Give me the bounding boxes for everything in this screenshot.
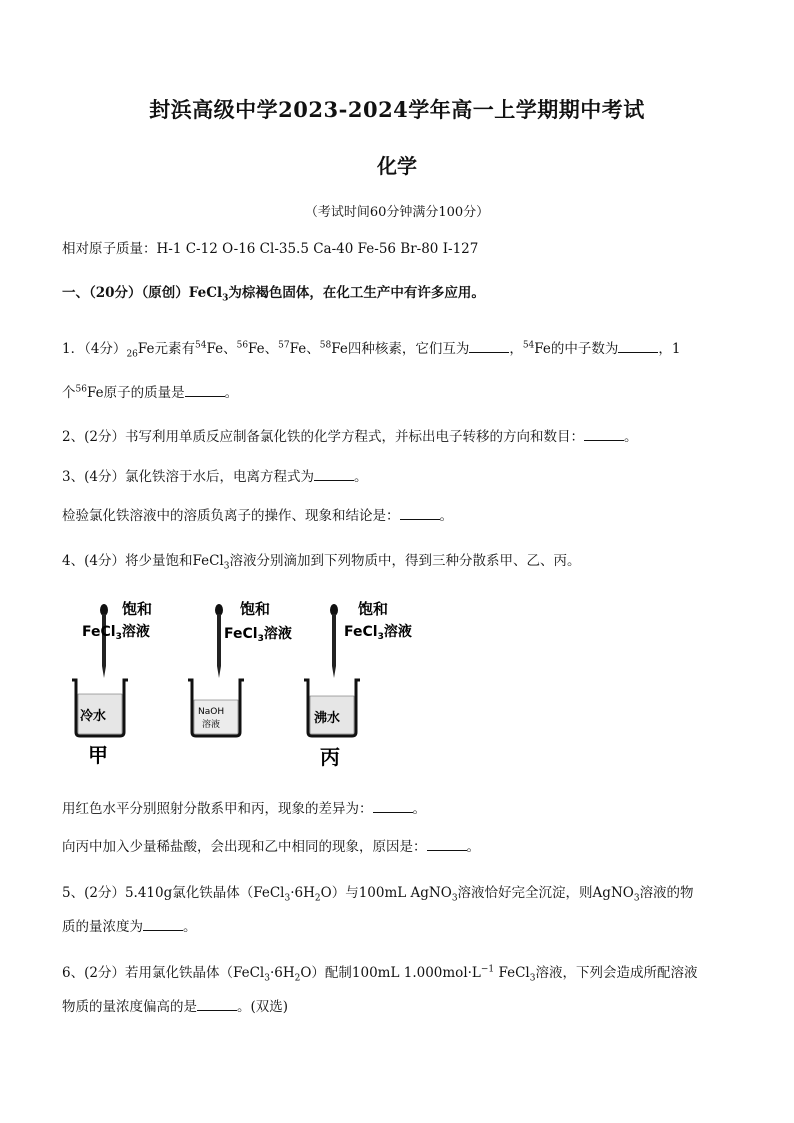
- subject-title: 化学: [377, 154, 417, 178]
- answer-blank[interactable]: [427, 838, 467, 851]
- svg-text:饱和: 饱和: [240, 600, 271, 618]
- answer-blank[interactable]: [314, 468, 354, 481]
- question-4: 4、(4分）将少量饱和FeCl$_3$溶液分别滴加到下列物质中，得到三种分散系甲、乙、丙。: [62, 553, 581, 572]
- beaker-boiling-water: 沸水: [314, 711, 341, 726]
- svg-text:饱和: 饱和: [358, 600, 389, 618]
- beaker-figure: [62, 596, 442, 772]
- setup-yi: [188, 600, 292, 736]
- answer-blank[interactable]: [143, 918, 183, 931]
- question-3-cont: 检验氯化铁溶液中的溶质负离子的操作、现象和结论是： 。: [62, 508, 453, 524]
- section-heading: 一、（20分）（原创）FeCl$_3$为棕褐色固体，在化工生产中有许多应用。: [62, 285, 485, 304]
- label-jia: 甲: [88, 743, 108, 767]
- label-bing: 丙: [320, 745, 340, 769]
- drop-label-saturated: 饱和: [122, 600, 153, 618]
- question-5: 5、(2分）5.410g氯化铁晶体$(FeCl_3\cdot 6H_2O)$与100mL AgNO$_3$溶液恰好完全沉淀，则AgNO$_3$溶液的物: [62, 885, 694, 904]
- question-4-part-b: 向丙中加入少量稀盐酸，会出现和乙中相同的现象，原因是： 。: [62, 839, 480, 855]
- question-6-cont: 物质的量浓度偏高的是 。(双选): [62, 999, 289, 1015]
- question-5-cont: 质的量浓度为 。: [62, 919, 197, 935]
- svg-text:FeCl3溶液: FeCl$_3$溶液: [224, 626, 292, 644]
- question-3: 3、(4分）氯化铁溶于水后，电离方程式为 。: [62, 469, 368, 485]
- exam-info: （考试时间60分钟满分100分）: [304, 205, 490, 220]
- setup-jia: [72, 600, 152, 767]
- answer-blank[interactable]: [618, 340, 658, 353]
- answer-blank[interactable]: [373, 800, 413, 813]
- question-2: 2、(2分）书写利用单质反应制备氯化铁的化学方程式，并标出电子转移的方向和数目： 。: [62, 429, 638, 445]
- answer-blank[interactable]: [185, 384, 225, 397]
- answer-blank[interactable]: [400, 507, 440, 520]
- question-4-part-a: 用红色水平分别照射分散系甲和丙，现象的差异为： 。: [62, 801, 426, 817]
- answer-blank[interactable]: [197, 998, 237, 1011]
- answer-blank[interactable]: [469, 340, 509, 353]
- answer-blank[interactable]: [584, 428, 624, 441]
- exam-title: 封浜高级中学2023-2024学年高一上学期期中考试: [149, 97, 645, 122]
- setup-bing: [304, 600, 412, 769]
- question-1-cont: 个$^{56}$Fe原子的质量是 。: [62, 384, 239, 401]
- svg-text:FeCl3溶液: FeCl$_3$溶液: [344, 624, 412, 642]
- beaker-naoh: NaOH: [198, 707, 225, 717]
- beaker-cold-water: 冷水: [80, 709, 107, 724]
- question-6: 6、(2分）若用氯化铁晶体$(FeCl_3\cdot 6H_2O)$配制100mL $1.000mol\cdot L^{-1}$ FeCl$_3$溶液，下列会造成所配溶液: [62, 964, 698, 984]
- atomic-masses: 相对原子质量：H-1 C-12 O-16 Cl-35.5 Ca-40 Fe-56 Br-80 I-127: [62, 241, 479, 257]
- drop-label-solution: FeCl$_3$溶液: [82, 624, 150, 642]
- svg-text:溶液: 溶液: [202, 720, 221, 730]
- question-1: 1．（4分）$_{26}Fe$元素有$^{54}$Fe、$^{56}$Fe、$^{57}$Fe、$^{58}$Fe四种核素，它们互为 ，$^{54}$Fe的中子数为 ，1: [62, 340, 681, 360]
